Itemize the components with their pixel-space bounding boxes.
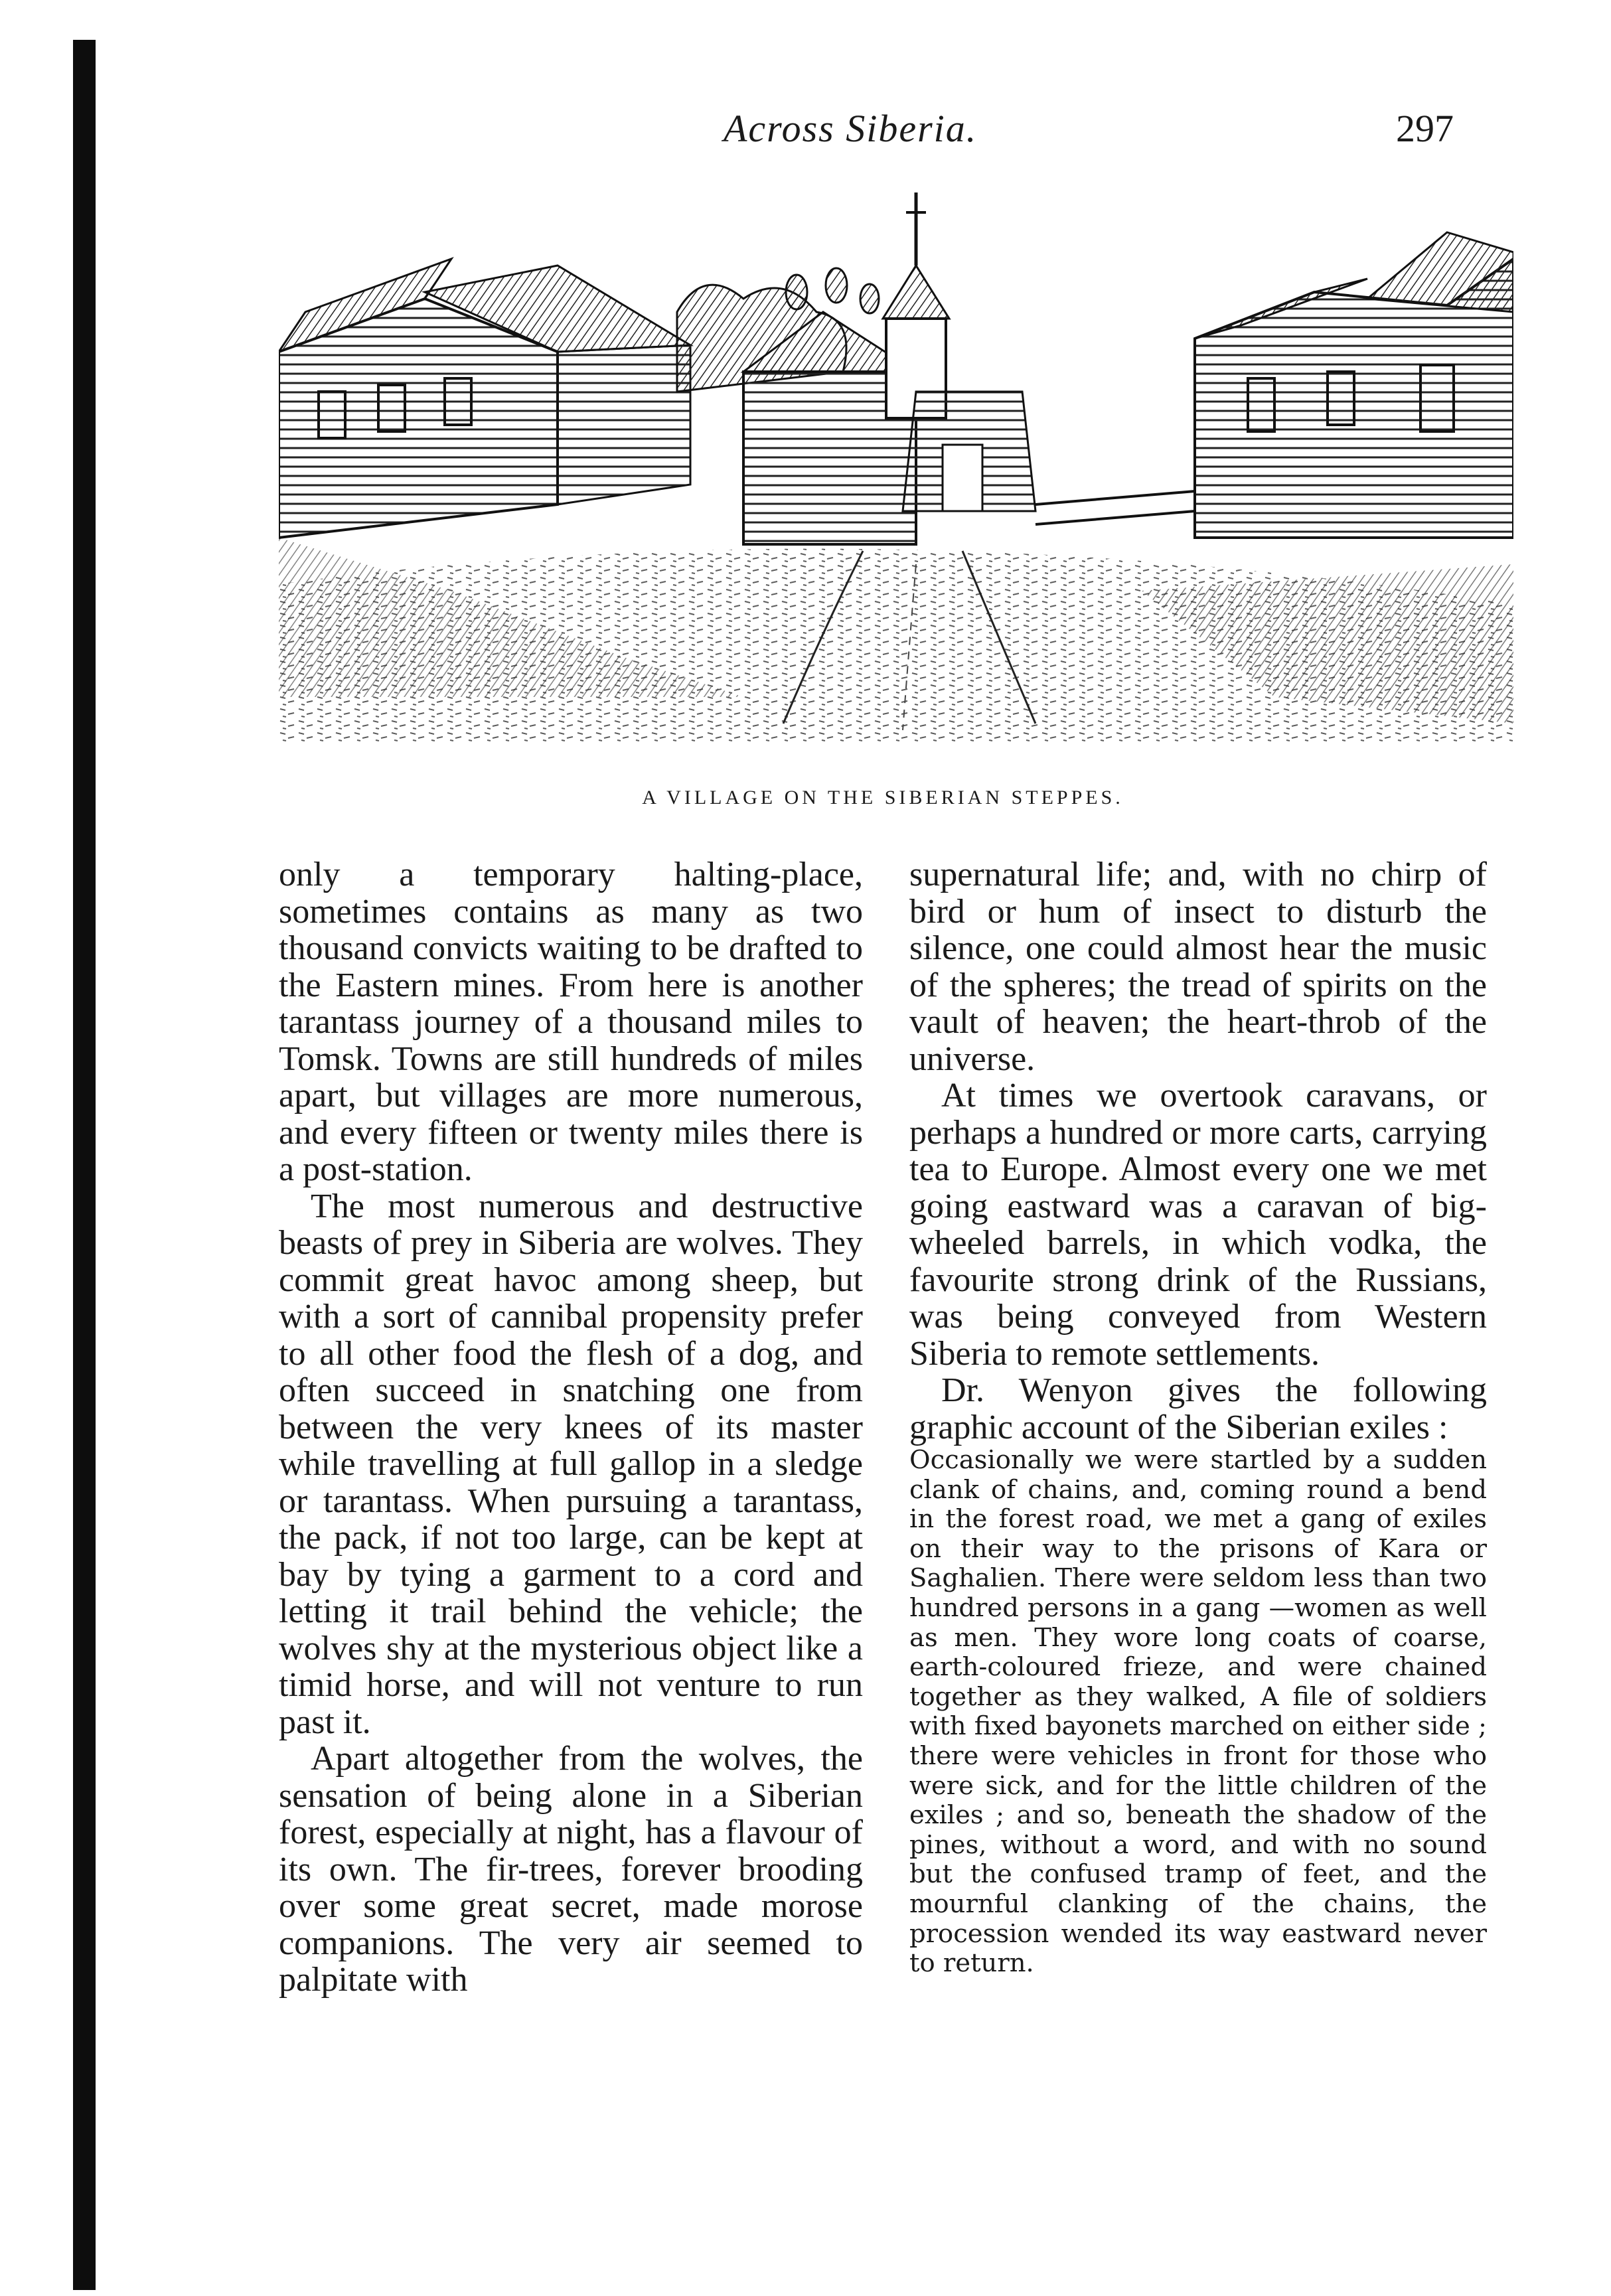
- page-header: [724, 106, 1454, 159]
- village-engraving: [279, 192, 1513, 743]
- paragraph: supernatural life; and, with no chirp of bird or hum of insect to disturb the silence, one could almost hear the music of the spheres; the tread of spirits on the vault of heaven; the heart-throb of the universe.: [909, 856, 1487, 1078]
- paragraph: only a temporary halting-place, sometimes contains as many as two thousand convicts waiting to be drafted to the Eastern mines. From here is another tarantass journey of a thousand miles to Tomsk. Towns are still hundreds of miles apart, but villages are more numerous, and every fifteen or twenty miles there is a post-station.: [279, 856, 863, 1188]
- right-column: [909, 856, 1487, 1979]
- illustration-caption: A VILLAGE ON THE SIBERIAN STEPPES.: [642, 787, 1124, 808]
- paragraph: At times we overtook caravans, or perhaps a hundred or more carts, carrying tea to Europe. Almost every one we met going eastward was a caravan of big-wheeled barrels, in which vodka, the favourite strong drink of the Russians, was being conveyed from Western Siberia to remote settlements.: [909, 1077, 1487, 1373]
- paragraph: Dr. Wenyon gives the following graphic account of the Siberian exiles :: [909, 1371, 1487, 1446]
- village-engraving-drawing: [279, 192, 1513, 743]
- book-spine-edge: [73, 40, 96, 2290]
- running-title: Across Siberia.: [724, 107, 978, 150]
- block-quote: Occasionally we were startled by a sudden clank of chains, and, coming round a bend in the forest road, we met a gang of exiles on their way to the prisons of Kara or Saghalien. There were seldom less than two hundred persons in a gang —women as well as men. They wore long coats of coarse, earth-coloured frieze, and were chained together as they walked, A file of soldiers with fixed bayonets marched on either side ; there were vehicles in front for those who were sick, and for the little children of the exiles ; and so, beneath the shadow of the pines, without a word, and with no sound but the confused tramp of feet, and the mournful clanking of the chains, the procession wended its way eastward never to return.: [909, 1445, 1488, 1979]
- page-number: 297: [1396, 107, 1454, 150]
- paragraph: Apart altogether from the wolves, the sensation of being alone in a Siberian forest, especially at night, has a flavour of its own. The fir-trees, forever brooding over some great secret, made morose companions. The very air seemed to palpitate with: [279, 1740, 863, 1999]
- left-column: [279, 856, 863, 1999]
- paragraph: The most numerous and destructive beasts of prey in Siberia are wolves. They commit great havoc among sheep, but with a sort of cannibal propensity prefer to all other food the flesh of a dog, and often succeed in snatching one from between the very knees of its master while travelling at full gallop in a sledge or tarantass. When pursuing a tarantass, the pack, if not too large, can be kept at bay by tying a garment to a cord and letting it trail behind the vehicle; the wolves shy at the mysterious object like a timid horse, and will not venture to run past it.: [279, 1187, 863, 1741]
